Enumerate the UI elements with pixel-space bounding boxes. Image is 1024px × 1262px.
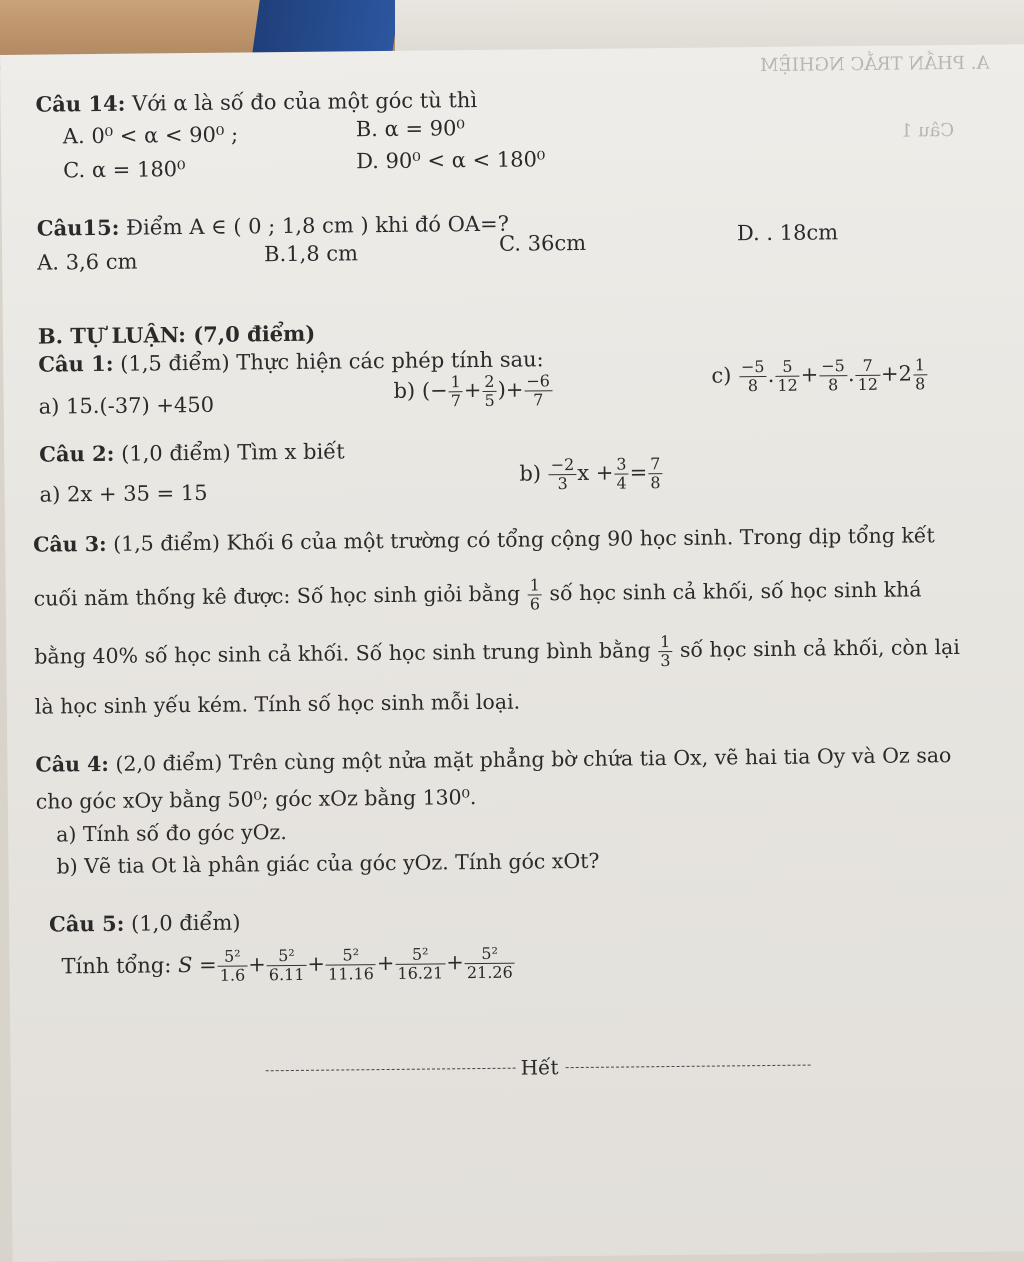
c2-title: Câu 2: [39, 440, 115, 467]
c3-line-3 [34, 625, 960, 679]
denominator: 1.6 [219, 965, 246, 985]
q15-option-b: B.1,8 cm [263, 241, 359, 267]
c3-fraction-2 [658, 633, 673, 670]
c1-part-b [393, 367, 553, 413]
c2-part-b [519, 450, 663, 496]
c2-b-op: = [629, 460, 648, 485]
c5-fraction [395, 945, 445, 983]
c3-line-2 [33, 567, 921, 620]
denominator: 8 [828, 375, 839, 395]
c1-part-a [39, 393, 215, 419]
numerator: −6 [524, 372, 552, 391]
numerator: 1 [658, 633, 672, 652]
c1-c-fraction-1 [739, 358, 767, 395]
denominator: 11.16 [327, 964, 374, 984]
q15-option-c: C. 36cm [498, 230, 587, 256]
c1-b-op: )+ [497, 377, 524, 402]
c1-b-fraction-2 [482, 373, 497, 410]
show-through-text: A. PHẦN TRẮC NGHIỆM [760, 52, 990, 77]
c3-text: cuối năm thống kê được: Số học sinh giỏi bằng [33, 581, 521, 611]
c5-fraction [218, 947, 248, 984]
c1-c-fraction-3 [819, 357, 847, 394]
c3-line-1: (1,5 điểm) Khối 6 của một trường có tổng cộng 90 học sinh. Trong dịp tổng kết [113, 523, 935, 556]
c5-op: + [307, 951, 326, 976]
q14-option-b: B. α = 90⁰ [355, 116, 465, 142]
numerator: 5² [326, 946, 376, 966]
numerator: 3 [614, 455, 628, 474]
numerator: 7 [648, 455, 662, 474]
c5-sum-expression [61, 938, 516, 991]
c1-c-fraction-4 [855, 357, 880, 394]
denominator: 8 [747, 376, 759, 396]
c3-text: số học sinh cả khối, còn lại [679, 634, 960, 662]
numerator: 1 [913, 356, 927, 375]
c1-c-op: +2 [880, 361, 913, 386]
denominator: 4 [616, 473, 627, 493]
c5-op: + [376, 950, 395, 976]
c1-c-fraction-5 [913, 356, 928, 393]
denominator: 7 [533, 390, 544, 410]
c1-b-op: + [463, 377, 482, 403]
c1-c-op: . [767, 362, 775, 387]
denominator: 8 [650, 473, 661, 493]
c3-text: bằng 40% số học sinh cả khối. Số học sinh trung bình bằng [34, 638, 651, 669]
numerator: −2 [549, 456, 577, 475]
c1-part-c [711, 351, 928, 397]
c1-b-label: b) [393, 378, 416, 403]
c4-title: Câu 4: [35, 751, 110, 777]
c1-b-fraction-1 [448, 373, 463, 410]
end-divider-right [566, 1065, 811, 1069]
question-c2 [39, 439, 345, 466]
numerator: 7 [855, 357, 880, 376]
show-through-text: Câu 1 [900, 120, 955, 142]
c5-fraction [326, 946, 376, 984]
c2-part-a [39, 481, 207, 507]
c4-line-1: (2,0 điểm) Trên cùng một nửa mặt phẳng bờ chứa tia Ox, vẽ hai tia Oy và Oz sao [115, 743, 952, 776]
c1-b-fraction-3 [524, 372, 552, 409]
question-15 [37, 212, 509, 241]
numerator: 2 [482, 373, 496, 392]
exam-paper [0, 44, 1024, 1262]
denominator: 12 [857, 374, 879, 395]
q14-option-d: D. 90⁰ < α < 180⁰ [356, 147, 546, 174]
q14-option-c: C. α = 180⁰ [63, 157, 186, 183]
c1-c-label: c) [711, 363, 732, 388]
question-14-title: Câu 14: [35, 90, 126, 117]
c5-title: Câu 5: [48, 910, 125, 937]
c2-b-fraction-1 [549, 456, 577, 493]
c3-title: Câu 3: [33, 531, 107, 557]
c2-b-label: b) [519, 461, 542, 486]
numerator: 5 [775, 358, 800, 377]
question-15-title: Câu15: [36, 214, 120, 241]
denominator: 21.26 [466, 962, 513, 983]
question-c3 [33, 523, 935, 556]
c5-fraction [267, 947, 307, 984]
c3-text: số học sinh cả khối, số học sinh khá [549, 577, 922, 606]
q15-option-a: A. 3,6 cm [37, 249, 138, 275]
denominator: 8 [914, 374, 926, 394]
c5-points: (1,0 điểm) [130, 910, 241, 936]
denominator: 7 [450, 391, 462, 411]
c4-part-b: b) Vẽ tia Ot là phân giác của góc yOz. Tính góc xOt? [56, 848, 600, 879]
c2-text: (1,0 điểm) Tìm x biết [121, 439, 345, 466]
c1-b-op: (− [421, 378, 448, 403]
c5-fraction [465, 945, 515, 983]
c2-a-expression: 2x + 35 = 15 [66, 480, 208, 507]
denominator: 5 [484, 390, 495, 410]
numerator: 1 [528, 576, 542, 595]
part-b-heading: B. TỰ LUẬN: (7,0 điểm) [37, 320, 316, 349]
c2-b-op: x + [577, 460, 614, 485]
end-divider-left [266, 1068, 516, 1072]
question-15-text: Điểm A ∈ ( 0 ; 1,8 cm ) khi đó OA=? [125, 211, 510, 240]
c2-b-fraction-2 [614, 455, 629, 492]
denominator: 3 [557, 474, 568, 494]
c1-text: (1,5 điểm) Thực hiện các phép tính sau: [120, 347, 544, 376]
q15-option-d: D. . 18cm [736, 220, 839, 246]
numerator: 5² [267, 947, 307, 966]
q14-option-a: A. 0⁰ < α < 90⁰ ; [62, 122, 239, 149]
numerator: −5 [819, 357, 847, 376]
c4-line-2: cho góc xOy bằng 50⁰; góc xOz bằng 130⁰. [35, 785, 477, 814]
denominator: 6 [529, 594, 541, 614]
question-c5 [49, 911, 241, 937]
c3-fraction-1 [528, 576, 543, 613]
c2-a-label: a) [39, 482, 61, 507]
denominator: 6.11 [268, 964, 305, 985]
c5-op: + [248, 952, 266, 977]
end-marker: Hết [520, 1055, 559, 1080]
c3-line-4: là học sinh yếu kém. Tính số học sinh mỗi loại. [34, 689, 521, 719]
c1-a-expression: 15.(-37) +450 [65, 392, 215, 419]
c1-c-op: + [800, 362, 819, 387]
c1-a-label: a) [38, 394, 60, 419]
question-c4 [35, 743, 951, 777]
question-14 [35, 88, 477, 117]
denominator: 16.21 [397, 963, 444, 983]
numerator: 1 [448, 373, 462, 392]
c2-b-fraction-3 [648, 455, 663, 492]
numerator: −5 [739, 358, 767, 377]
c5-op: + [446, 950, 464, 975]
c1-c-fraction-2 [775, 358, 800, 395]
denominator: 12 [777, 375, 798, 395]
question-14-text: Với α là số đo của một góc tù thì [131, 88, 478, 116]
c1-title: Câu 1: [38, 350, 114, 377]
denominator: 3 [660, 651, 671, 671]
numerator: 5² [395, 945, 445, 965]
numerator: 5² [218, 947, 248, 966]
c4-part-a: a) Tính số đo góc yOz. [56, 820, 287, 847]
numerator: 5² [465, 945, 515, 965]
c5-s: S = [177, 952, 217, 978]
c1-c-op: . [847, 362, 855, 387]
c5-label: Tính tổng: [61, 953, 172, 979]
